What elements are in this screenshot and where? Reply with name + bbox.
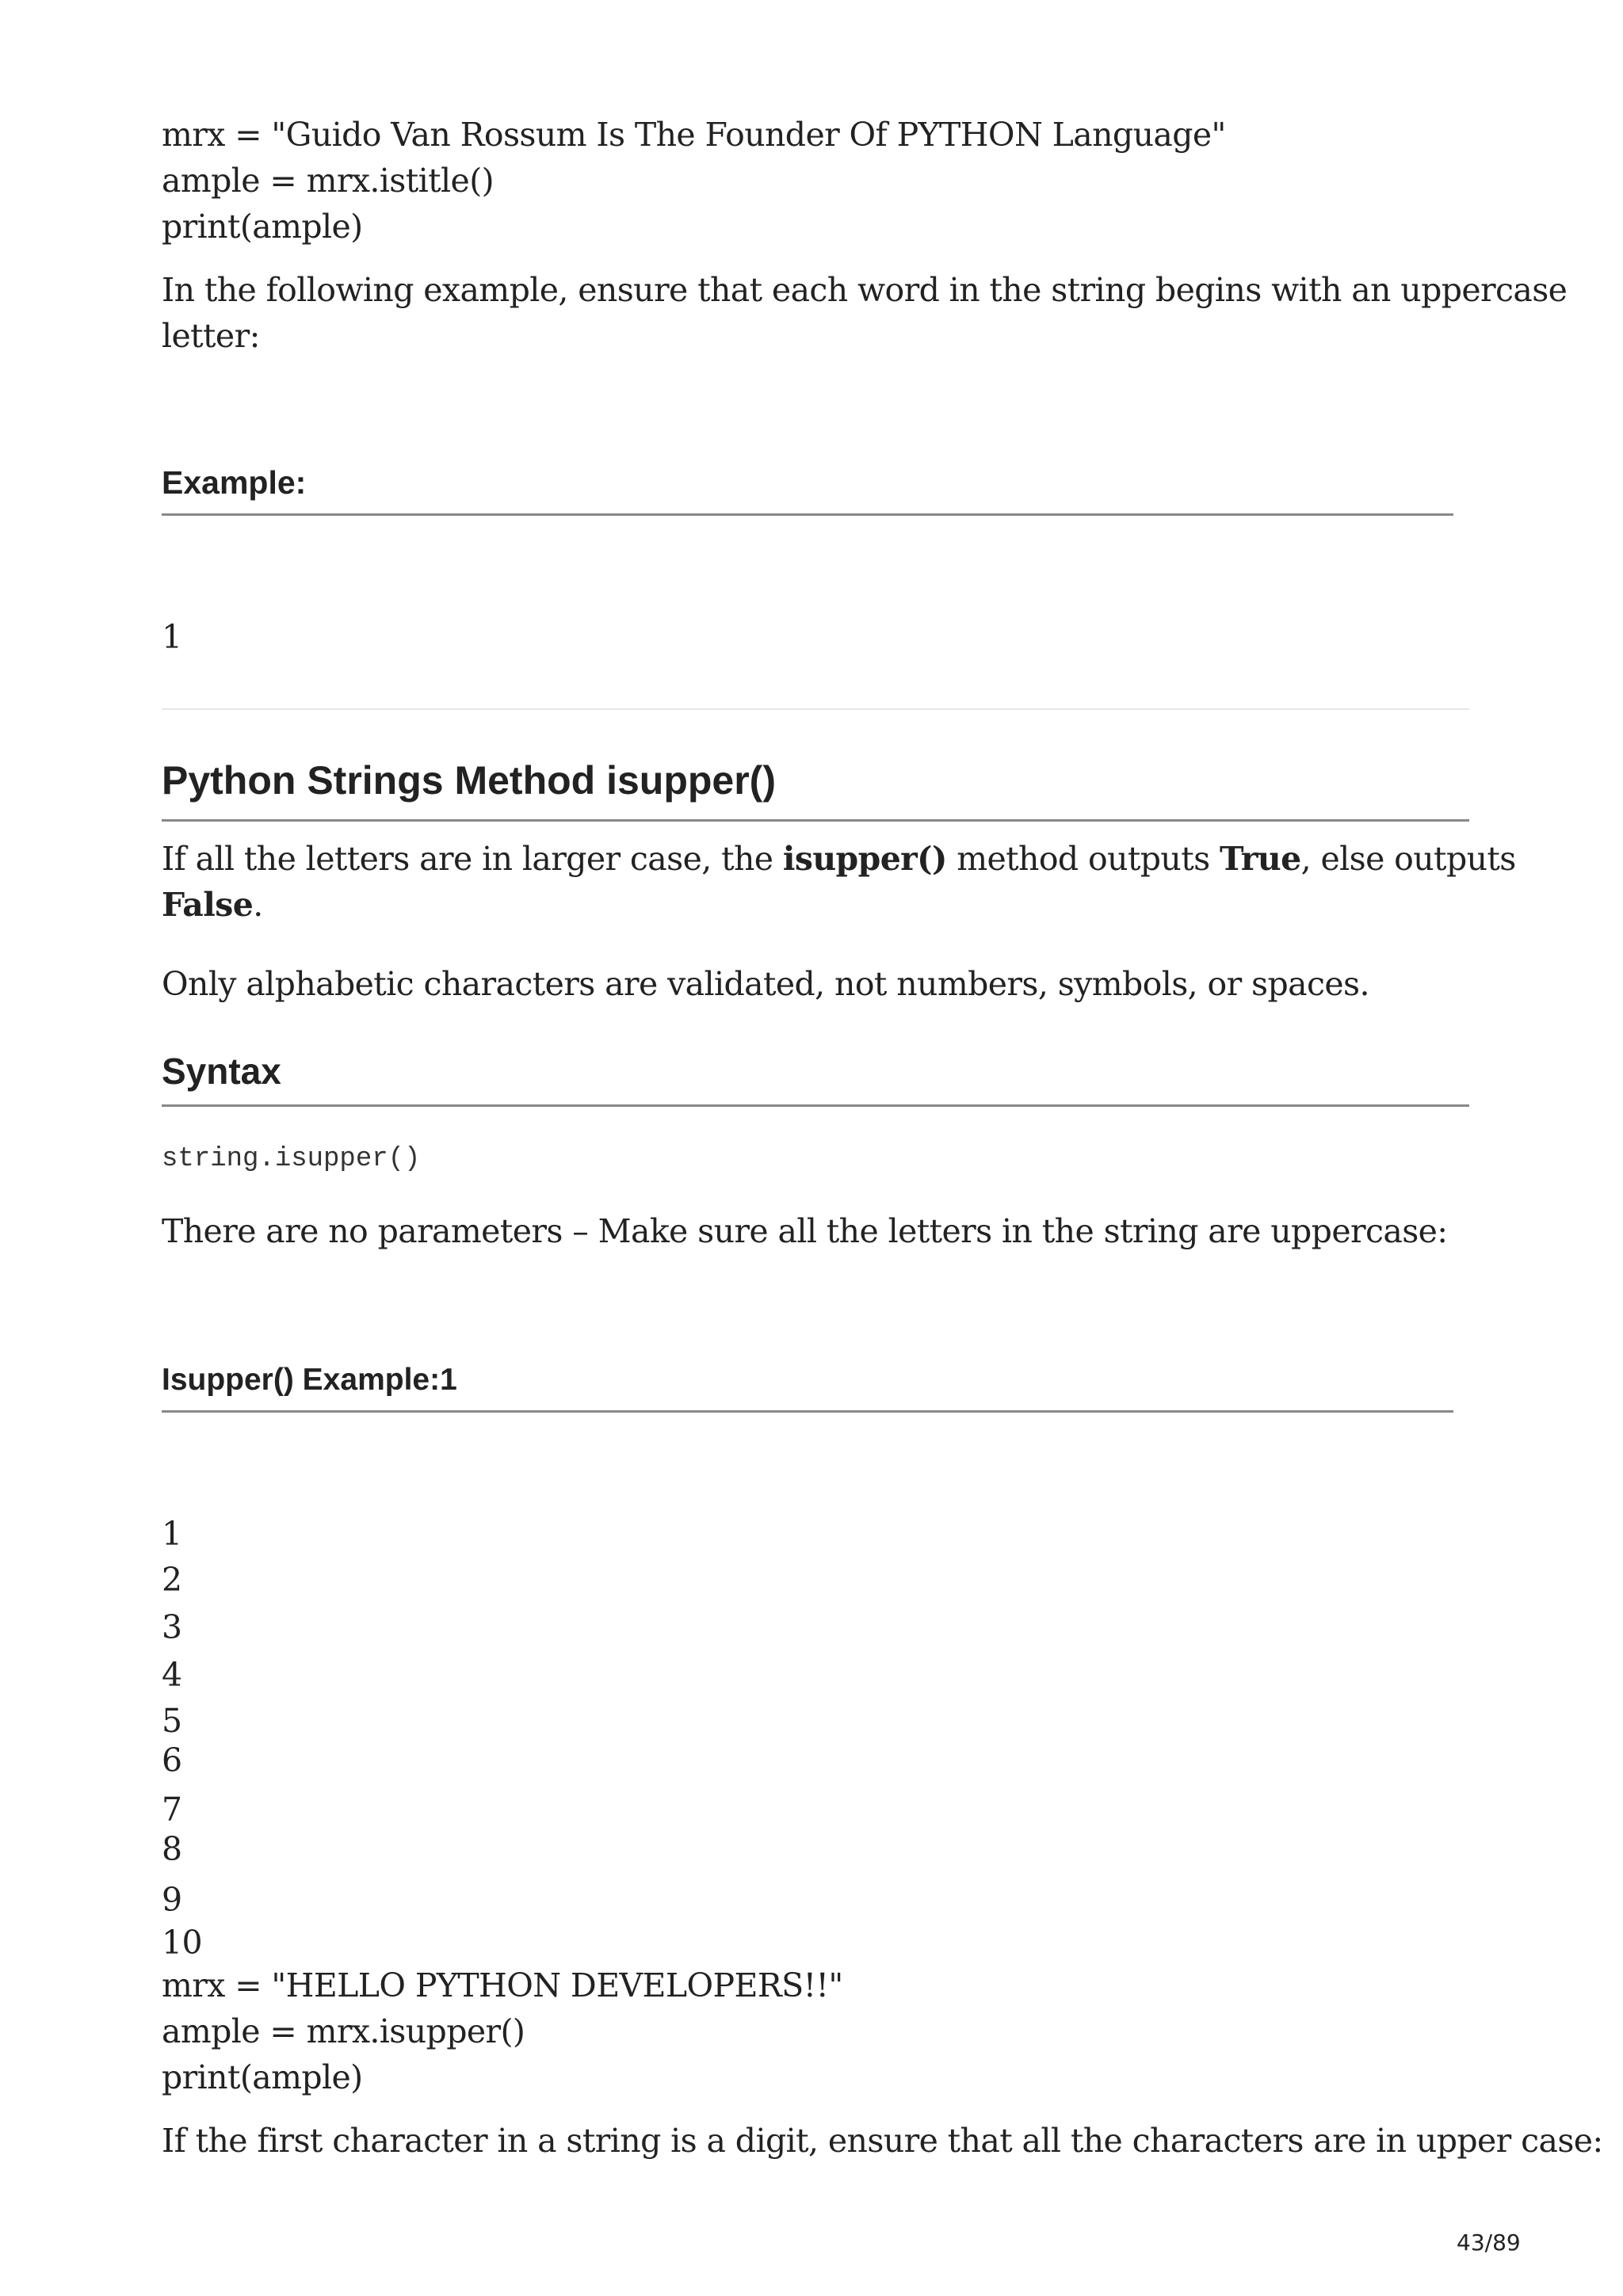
syntax-heading-rule [162, 1104, 1469, 1107]
false-keyword: False [162, 886, 254, 924]
intro-paragraph-line: In the following example, ensure that each word in the string begins with an uppercase [162, 271, 1568, 309]
page-number: 43/89 [1457, 2229, 1521, 2256]
example-heading: Isupper() Example:1 [162, 1363, 457, 1397]
intro-paragraph-line: letter: [162, 317, 260, 355]
text-run: . [253, 886, 263, 924]
line-number: 1 [162, 618, 182, 656]
true-keyword: True [1219, 840, 1301, 878]
description-paragraph [162, 840, 1516, 878]
line-number: 9 [162, 1881, 182, 1919]
line-number: 3 [162, 1608, 182, 1646]
validation-paragraph: Only alphabetic characters are validated, not numbers, symbols, or spaces. [162, 965, 1369, 1003]
text-run: method outputs [946, 840, 1220, 878]
code-line: mrx = "Guido Van Rossum Is The Founder Of PYTHON Language" [162, 116, 1226, 154]
parameters-paragraph: There are no parameters – Make sure all the letters in the string are uppercase: [162, 1212, 1448, 1250]
text-run: , else outputs [1300, 840, 1516, 878]
section-title-rule [162, 819, 1469, 822]
line-number: 7 [162, 1791, 182, 1829]
line-number: 10 [162, 1924, 202, 1962]
section-title: Python Strings Method isupper() [162, 758, 776, 803]
syntax-code: string.isupper() [162, 1144, 421, 1174]
syntax-heading: Syntax [162, 1051, 281, 1092]
line-number: 8 [162, 1830, 182, 1868]
closing-paragraph: If the first character in a string is a digit, ensure that all the characters are in upper case: [162, 2122, 1603, 2160]
line-number: 1 [162, 1515, 182, 1553]
code-line: print(ample) [162, 208, 363, 246]
code-line: ample = mrx.isupper() [162, 2012, 525, 2050]
description-paragraph-line [162, 886, 263, 924]
text-run: If all the letters are in larger case, the [162, 840, 783, 878]
code-line: ample = mrx.istitle() [162, 162, 494, 200]
method-name: isupper() [782, 840, 947, 878]
line-number: 5 [162, 1702, 182, 1740]
line-number: 2 [162, 1561, 182, 1599]
line-number: 4 [162, 1656, 182, 1694]
example-heading-rule [162, 513, 1453, 516]
code-line: mrx = "HELLO PYTHON DEVELOPERS!!" [162, 1966, 843, 2004]
example-heading-rule [162, 1410, 1453, 1413]
code-line: print(ample) [162, 2058, 363, 2096]
section-divider [162, 708, 1469, 710]
example-heading: Example: [162, 464, 307, 501]
line-number: 6 [162, 1741, 182, 1779]
